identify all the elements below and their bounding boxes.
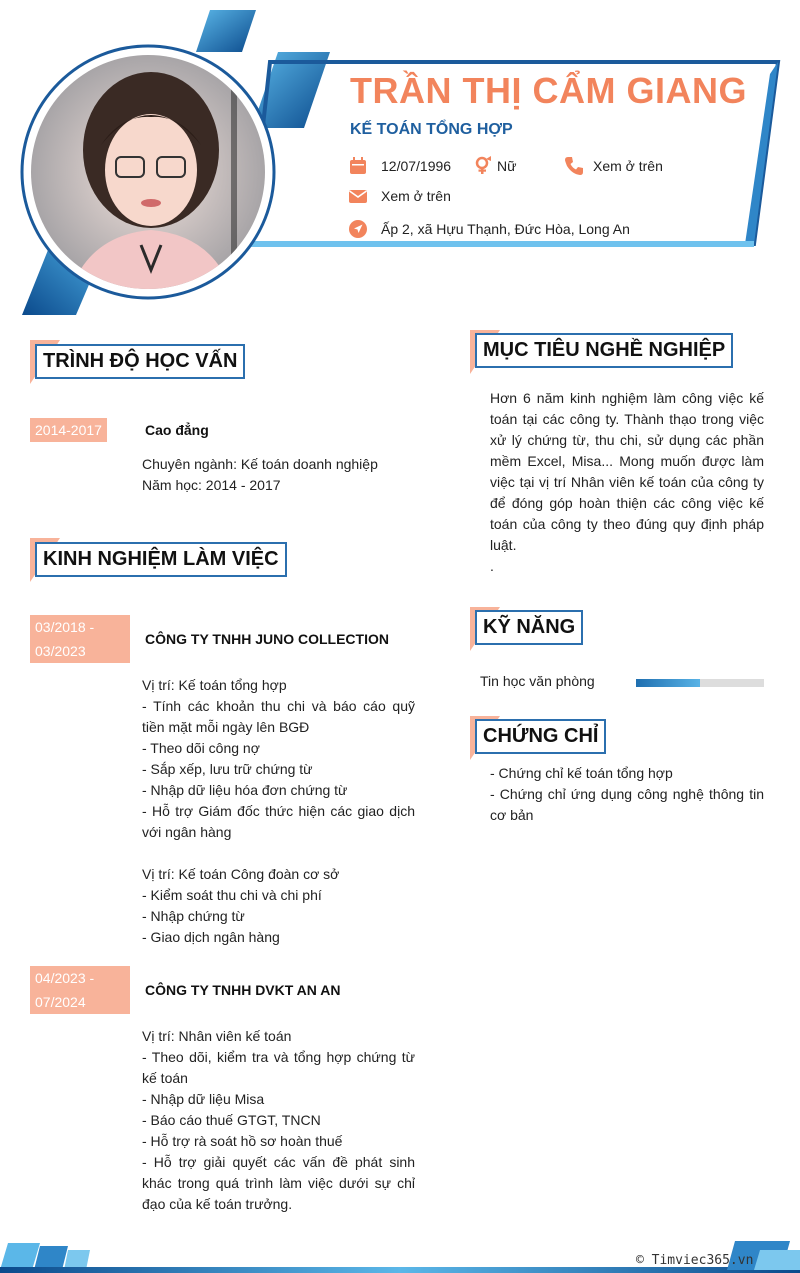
experience-line: - Giao dịch ngân hàng	[142, 929, 280, 945]
certificate-item: - Chứng chỉ kế toán tổng hợp	[490, 765, 673, 781]
experience-date-start: 03/2018 -	[35, 619, 95, 635]
experience-line	[142, 843, 415, 864]
experience-line: - Báo cáo thuế GTGT, TNCN	[142, 1112, 321, 1128]
gender-value: Nữ	[497, 158, 517, 174]
experience-date	[30, 615, 130, 663]
skill-bar-track	[636, 679, 764, 687]
skills-heading-box	[475, 610, 583, 645]
certificates-list	[490, 763, 764, 826]
experience-heading-box	[35, 542, 287, 577]
gender-icon	[474, 156, 492, 174]
profile-photo	[31, 55, 265, 289]
watermark: © Timviec365.vn	[636, 1253, 754, 1268]
email-icon	[349, 187, 367, 205]
objective-text: Hơn 6 năm kinh nghiệm làm công việc kế toán tại các công ty. Thành thạo trong việc xử lý chứng từ, thu chi, sử dụng các phần mềm Excel, Misa... Mong muốn được làm việc tại vị trí Nhân viên kế toán của công ty để đóng góp hoàn thiện các công việc kế toán của công ty theo đúng quy định pháp luật.	[490, 390, 764, 553]
skill-name: Tin học văn phòng	[480, 673, 595, 689]
experience-date-end: 03/2023	[35, 643, 86, 659]
experience-date-end: 07/2024	[35, 994, 86, 1010]
education-major: Chuyên ngành: Kế toán doanh nghiệp	[142, 456, 378, 472]
education-years: Năm học: 2014 - 2017	[142, 477, 281, 493]
experience-line: - Sắp xếp, lưu trữ chứng từ	[142, 761, 313, 777]
experience-company: CÔNG TY TNHH JUNO COLLECTION	[145, 631, 389, 647]
experience-date	[30, 966, 130, 1014]
experience-line: Vị trí: Nhân viên kế toán	[142, 1028, 292, 1044]
phone-value: Xem ở trên	[593, 158, 663, 174]
education-heading: TRÌNH ĐỘ HỌC VẤN	[43, 350, 238, 372]
experience-line: - Hỗ trợ rà soát hồ sơ hoàn thuế	[142, 1133, 343, 1149]
birthday-value: 12/07/1996	[381, 158, 452, 174]
objective-heading: MỤC TIÊU NGHỀ NGHIỆP	[483, 339, 726, 361]
job-title: KẾ TOÁN TỔNG HỢP	[350, 121, 513, 138]
education-school: Cao đẳng	[145, 422, 209, 438]
email-value: Xem ở trên	[381, 188, 451, 204]
candidate-name: TRẦN THỊ CẨM GIANG	[350, 70, 747, 111]
objective-heading-box	[475, 333, 733, 368]
experience-details	[142, 1026, 415, 1215]
experience-line: Vị trí: Kế toán tổng hợp	[142, 677, 287, 693]
experience-line: - Theo dõi, kiểm tra và tổng hợp chứng từ kế toán	[142, 1049, 415, 1086]
certificates-heading: CHỨNG CHỈ	[483, 725, 599, 747]
education-heading-box	[35, 344, 245, 379]
experience-line: - Nhập chứng từ	[142, 908, 245, 924]
experience-heading: KINH NGHIỆM LÀM VIỆC	[43, 548, 279, 570]
experience-company: CÔNG TY TNHH DVKT AN AN	[145, 982, 341, 998]
experience-line: - Hỗ trợ giải quyết các vấn đề phát sinh khác trong quá trình làm việc dưới sự chỉ đạo của kế toán trưởng.	[142, 1154, 415, 1212]
experience-details	[142, 675, 415, 948]
certificates-heading-box	[475, 719, 606, 754]
experience-date-start: 04/2023 -	[35, 970, 95, 986]
education-date: 2014-2017	[30, 418, 107, 442]
location-icon	[349, 220, 367, 238]
experience-line: - Tính các khoản thu chi và báo cáo quỹ tiền mặt mỗi ngày lên BGĐ	[142, 698, 415, 735]
experience-line: - Nhập dữ liệu Misa	[142, 1091, 265, 1107]
experience-line: - Nhập dữ liệu hóa đơn chứng từ	[142, 782, 348, 798]
skills-heading: KỸ NĂNG	[483, 616, 576, 638]
certificate-item: - Chứng chỉ ứng dụng công nghệ thông tin cơ bản	[490, 786, 764, 823]
experience-line: - Kiểm soát thu chi và chi phí	[142, 887, 322, 903]
phone-icon	[564, 156, 584, 176]
skill-bar-fill	[636, 679, 700, 687]
experience-line: - Theo dõi công nợ	[142, 740, 260, 756]
experience-line: Vị trí: Kế toán Công đoàn cơ sở	[142, 866, 340, 882]
experience-line: - Hỗ trợ Giám đốc thức hiện các giao dịch với ngân hàng	[142, 803, 415, 840]
address-value: Ấp 2, xã Hựu Thạnh, Đức Hòa, Long An	[381, 221, 630, 237]
calendar-icon	[349, 157, 367, 175]
objective-trailing: .	[490, 558, 494, 574]
